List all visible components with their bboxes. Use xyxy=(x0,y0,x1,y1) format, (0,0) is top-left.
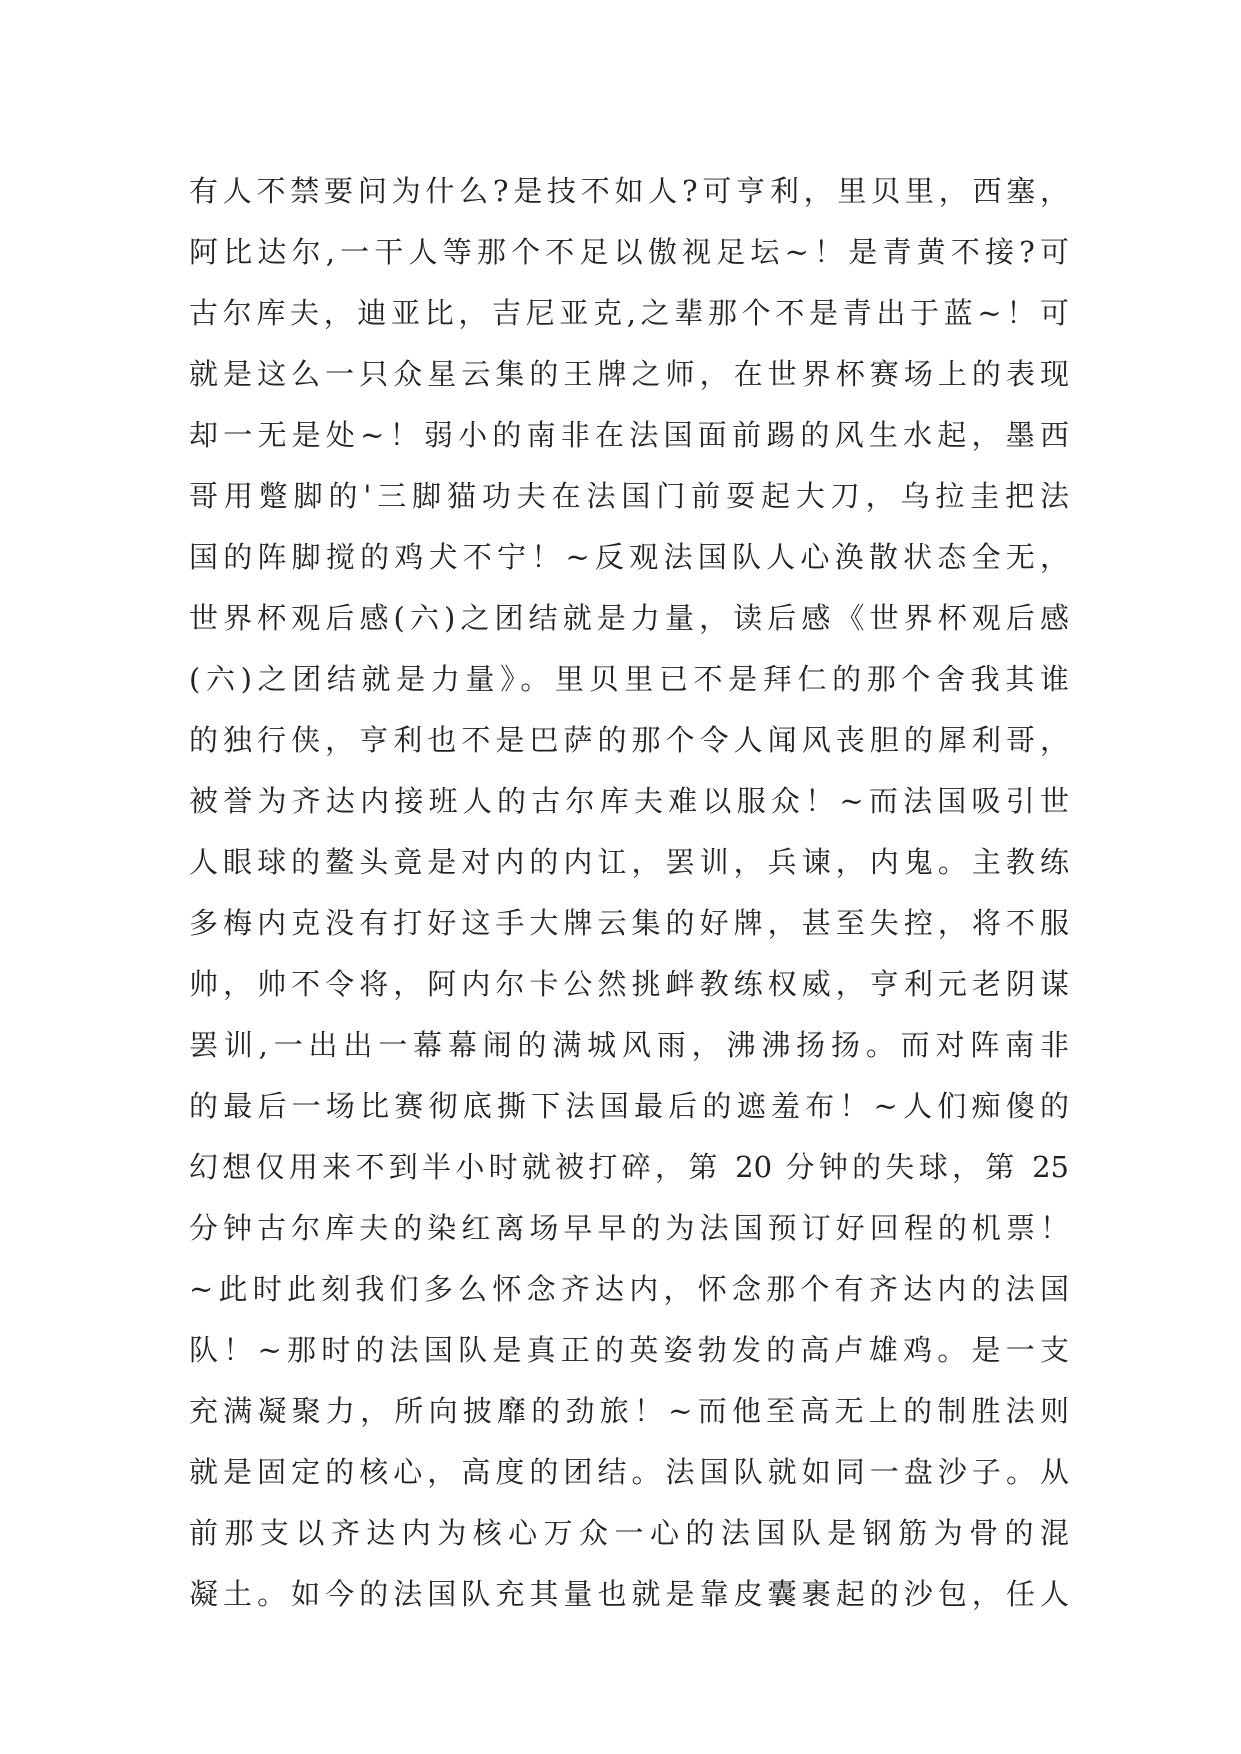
text-line: 队！~那时的法国队是真正的英姿勃发的高卢雄鸡。是一支 xyxy=(189,1333,1069,1367)
body-text xyxy=(189,161,1069,1625)
text-line: 的独行侠，亨利也不是巴萨的那个令人闻风丧胆的犀利哥， xyxy=(189,723,1069,757)
text-line: 就是这么一只众星云集的王牌之师，在世界杯赛场上的表现 xyxy=(189,357,1069,391)
text-line: 哥用蹩脚的'三脚猫功夫在法国门前耍起大刀，乌拉圭把法 xyxy=(189,479,1069,513)
text-line: 国的阵脚搅的鸡犬不宁！~反观法国队人心涣散状态全无， xyxy=(189,540,1069,574)
text-line: 帅，帅不令将，阿内尔卡公然挑衅教练权威，亨利元老阴谋 xyxy=(189,967,1069,1001)
text-line: 世界杯观后感(六)之团结就是力量，读后感《世界杯观后感 xyxy=(189,601,1069,635)
text-line: 的最后一场比赛彻底撕下法国最后的遮羞布！~人们痴傻的 xyxy=(189,1089,1069,1123)
text-line: 被誉为齐达内接班人的古尔库夫难以服众！~而法国吸引世 xyxy=(189,784,1069,818)
text-line: 幻想仅用来不到半小时就被打碎，第 20 分钟的失球，第 25 xyxy=(189,1150,1069,1184)
text-line: 有人不禁要问为什么?是技不如人?可亨利，里贝里，西塞， xyxy=(189,174,1069,208)
text-line: 就是固定的核心，高度的团结。法国队就如同一盘沙子。从 xyxy=(189,1455,1069,1489)
text-line: 凝土。如今的法国队充其量也就是靠皮囊裹起的沙包，任人 xyxy=(189,1577,1069,1611)
text-line: 前那支以齐达内为核心万众一心的法国队是钢筋为骨的混 xyxy=(189,1516,1069,1550)
text-line: 充满凝聚力，所向披靡的劲旅！~而他至高无上的制胜法则 xyxy=(189,1394,1069,1428)
text-line: 分钟古尔库夫的染红离场早早的为法国预订好回程的机票！ xyxy=(189,1211,1069,1245)
text-line: 却一无是处~！弱小的南非在法国面前踢的风生水起，墨西 xyxy=(189,418,1069,452)
text-line: 人眼球的鳌头竟是对内的内讧，罢训，兵谏，内鬼。主教练 xyxy=(189,845,1069,879)
text-line: 多梅内克没有打好这手大牌云集的好牌，甚至失控，将不服 xyxy=(189,906,1069,940)
text-line: (六)之团结就是力量》。里贝里已不是拜仁的那个舍我其谁 xyxy=(189,662,1069,696)
text-line: ~此时此刻我们多么怀念齐达内，怀念那个有齐达内的法国 xyxy=(189,1272,1069,1306)
text-line: 古尔库夫，迪亚比，吉尼亚克,之辈那个不是青出于蓝~！可 xyxy=(189,296,1069,330)
text-line: 罢训,一出出一幕幕闹的满城风雨，沸沸扬扬。而对阵南非 xyxy=(189,1028,1069,1062)
text-line: 阿比达尔,一干人等那个不足以傲视足坛~！是青黄不接?可 xyxy=(189,235,1069,269)
